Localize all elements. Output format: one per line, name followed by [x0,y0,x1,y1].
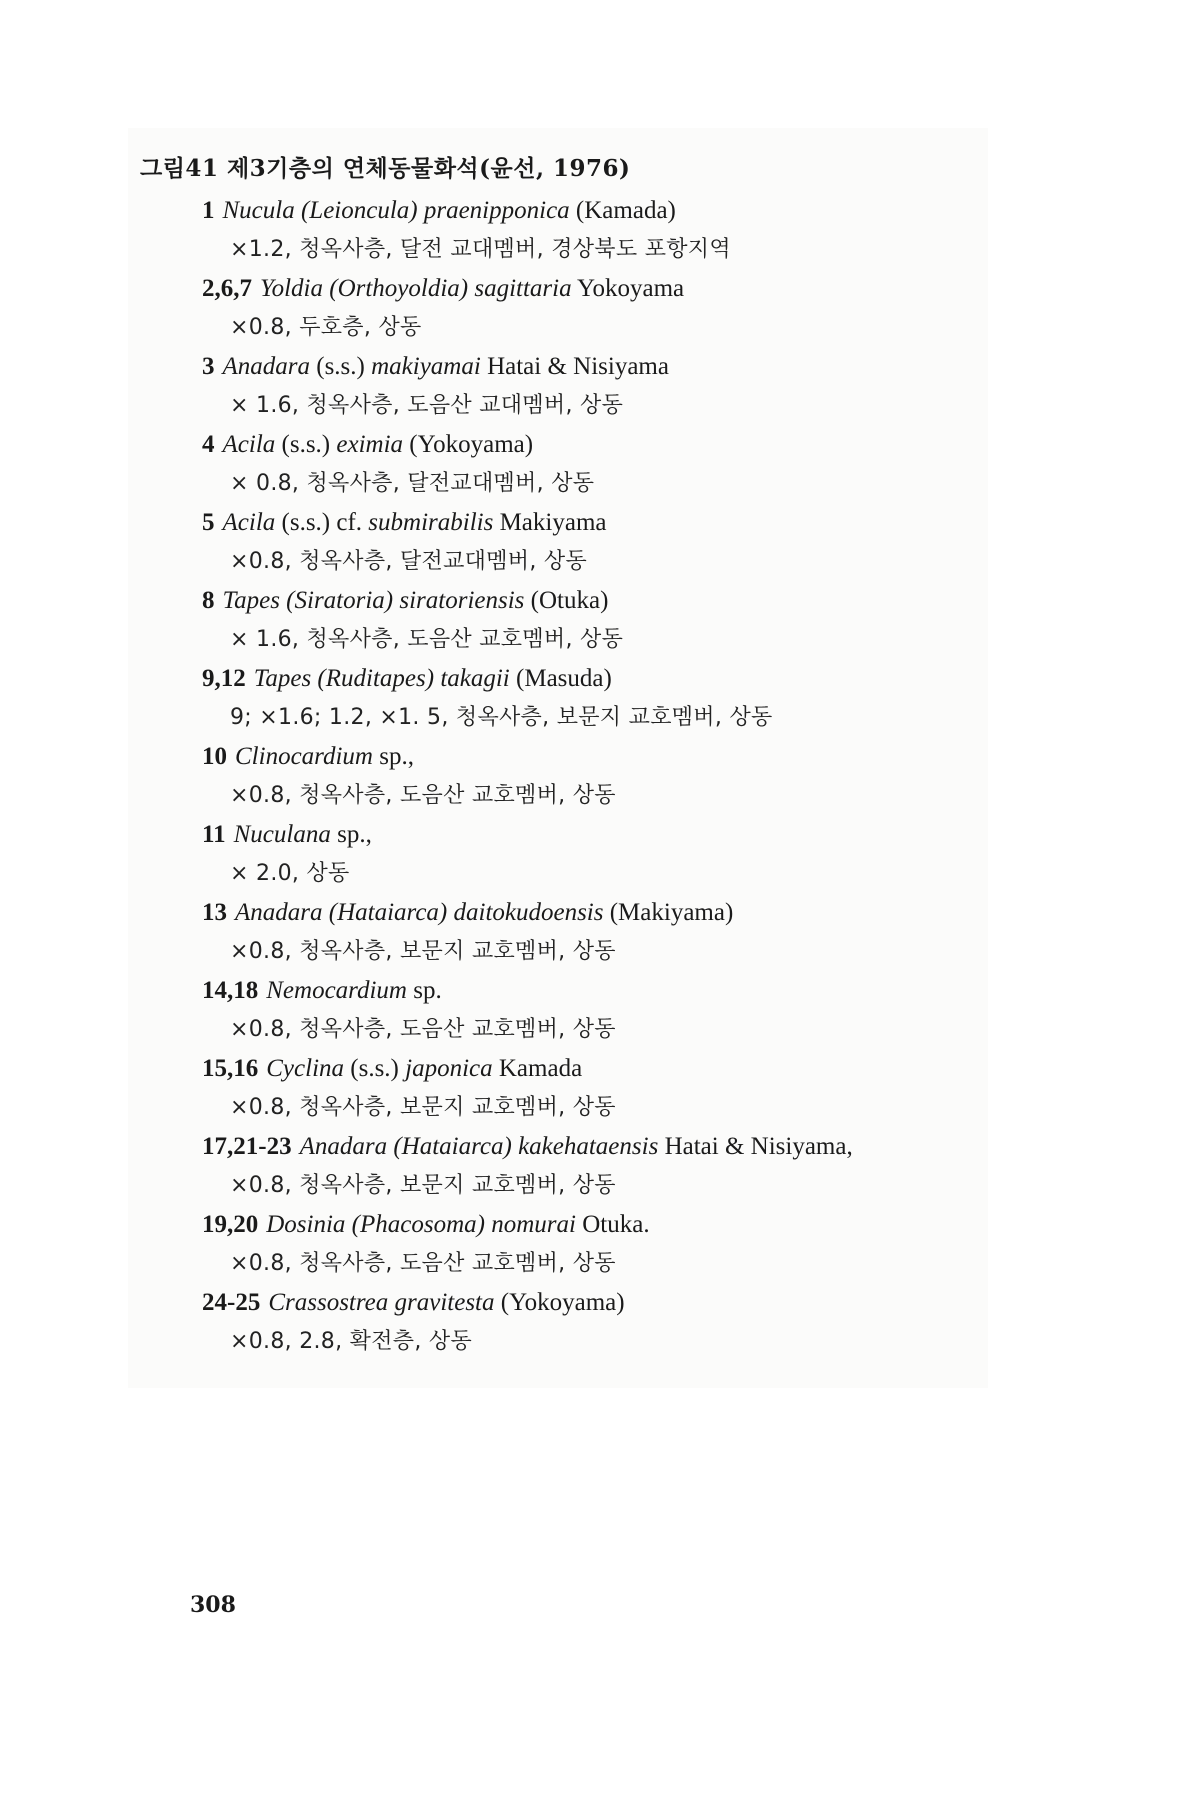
species-name-line [202,972,1002,1010]
figure-number: 14,18 [202,977,259,1004]
page-number: 308 [190,1592,236,1618]
species-name-line [202,894,1002,932]
species-author: sp. [413,977,442,1004]
specimen-detail: × 1.6, 청옥사층, 도음산 교대멤버, 상동 [230,393,624,418]
species-entry [202,1284,1002,1362]
specimen-detail: ×0.8, 2.8, 확전층, 상동 [230,1329,473,1354]
species-author: (Makiyama) [609,899,734,926]
figure-number: 4 [202,431,215,458]
figure-number: 2,6,7 [202,275,252,302]
species-list [202,192,1002,1362]
species-genus: Anadara [222,353,310,380]
species-entry [202,660,1002,738]
species-name-line [202,1284,1002,1322]
species-entry [202,426,1002,504]
species-qualifier: (s.s.) [316,353,365,380]
species-author: (Yokoyama) [500,1289,625,1316]
species-genus: Nucula (Leioncula) praenipponica [222,197,570,224]
species-qualifier: (s.s.) [350,1055,399,1082]
species-author: Hatai & Nisiyama [487,353,669,380]
species-genus: Nemocardium [266,977,407,1004]
species-name-line [202,582,1002,620]
species-entry [202,894,1002,972]
figure-number: 19,20 [202,1211,259,1238]
figure-number: 3 [202,353,215,380]
specimen-detail: × 1.6, 청옥사층, 도음산 교호멤버, 상동 [230,627,624,652]
species-author: sp., [379,743,414,770]
species-author: (Masuda) [516,665,612,692]
species-author: sp., [337,821,372,848]
species-entry [202,348,1002,426]
species-genus: Nuculana [233,821,331,848]
species-name-line [202,816,1002,854]
specimen-detail: ×0.8, 청옥사층, 보문지 교호멤버, 상동 [230,1095,616,1120]
species-author: Makiyama [499,509,607,536]
figure-number: 17,21-23 [202,1133,292,1160]
specimen-detail: ×0.8, 청옥사층, 도음산 교호멤버, 상동 [230,1017,616,1042]
species-name-line [202,348,1002,386]
specimen-detail: ×0.8, 청옥사층, 도음산 교호멤버, 상동 [230,1251,616,1276]
figure-number: 15,16 [202,1055,259,1082]
species-genus: Cyclina [266,1055,345,1082]
species-entry [202,1128,1002,1206]
figure-caption: 그림41 제3기층의 연체동물화석(윤선, 1976) [140,155,631,182]
species-epithet: submirabilis [368,509,494,536]
species-epithet: eximia [336,431,404,458]
species-author: (Otuka) [530,587,609,614]
specimen-detail: ×0.8, 청옥사층, 보문지 교호멤버, 상동 [230,939,616,964]
figure-number: 13 [202,899,227,926]
species-name-line [202,1128,1002,1166]
species-genus: Acila [222,431,276,458]
figure-number: 1 [202,197,215,224]
species-genus: Clinocardium [235,743,373,770]
species-genus: Dosinia (Phacosoma) nomurai [266,1211,576,1238]
species-author: (Kamada) [575,197,676,224]
species-entry [202,504,1002,582]
species-author: Yokoyama [576,275,685,302]
species-genus: Crassostrea gravitesta [268,1289,495,1316]
species-genus: Acila [222,509,276,536]
specimen-detail: ×0.8, 청옥사층, 보문지 교호멤버, 상동 [230,1173,616,1198]
species-entry [202,270,1002,348]
species-name-line [202,738,1002,776]
species-entry [202,972,1002,1050]
species-epithet: makiyamai [371,353,481,380]
species-author: Kamada [498,1055,583,1082]
species-genus: Tapes (Ruditapes) takagii [253,665,510,692]
species-entry [202,192,1002,270]
figure-number: 10 [202,743,227,770]
species-author: Hatai & Nisiyama, [664,1133,853,1160]
species-epithet: japonica [405,1055,493,1082]
specimen-detail: 9; ×1.6; 1.2, ×1. 5, 청옥사층, 보문지 교호멤버, 상동 [230,705,773,730]
species-name-line [202,660,1002,698]
figure-number: 8 [202,587,215,614]
species-entry [202,816,1002,894]
species-genus: Tapes (Siratoria) siratoriensis [222,587,525,614]
figure-number: 5 [202,509,215,536]
figure-number: 11 [202,821,226,848]
specimen-detail: ×0.8, 두호층, 상동 [230,315,422,340]
specimen-detail: ×1.2, 청옥사층, 달전 교대멤버, 경상북도 포항지역 [230,237,731,262]
species-name-line [202,1050,1002,1088]
species-genus: Yoldia (Orthoyoldia) sagittaria [260,275,572,302]
species-name-line [202,1206,1002,1244]
species-entry [202,1050,1002,1128]
specimen-detail: ×0.8, 청옥사층, 도음산 교호멤버, 상동 [230,783,616,808]
species-entry [202,738,1002,816]
specimen-detail: ×0.8, 청옥사층, 달전교대멤버, 상동 [230,549,588,574]
species-qualifier: (s.s.) cf. [281,509,363,536]
species-name-line [202,426,1002,464]
specimen-detail: × 2.0, 상동 [230,861,350,886]
species-author: Otuka. [582,1211,650,1238]
figure-number: 9,12 [202,665,246,692]
species-entry [202,582,1002,660]
species-qualifier: (s.s.) [281,431,331,458]
species-genus: Anadara (Hataiarca) daitokudoensis [235,899,604,926]
species-name-line [202,504,1002,542]
species-entry [202,1206,1002,1284]
species-name-line [202,192,1002,230]
figure-number: 24-25 [202,1289,261,1316]
species-genus: Anadara (Hataiarca) kakehataensis [299,1133,659,1160]
specimen-detail: × 0.8, 청옥사층, 달전교대멤버, 상동 [230,471,595,496]
species-author: (Yokoyama) [409,431,534,458]
species-name-line [202,270,1002,308]
